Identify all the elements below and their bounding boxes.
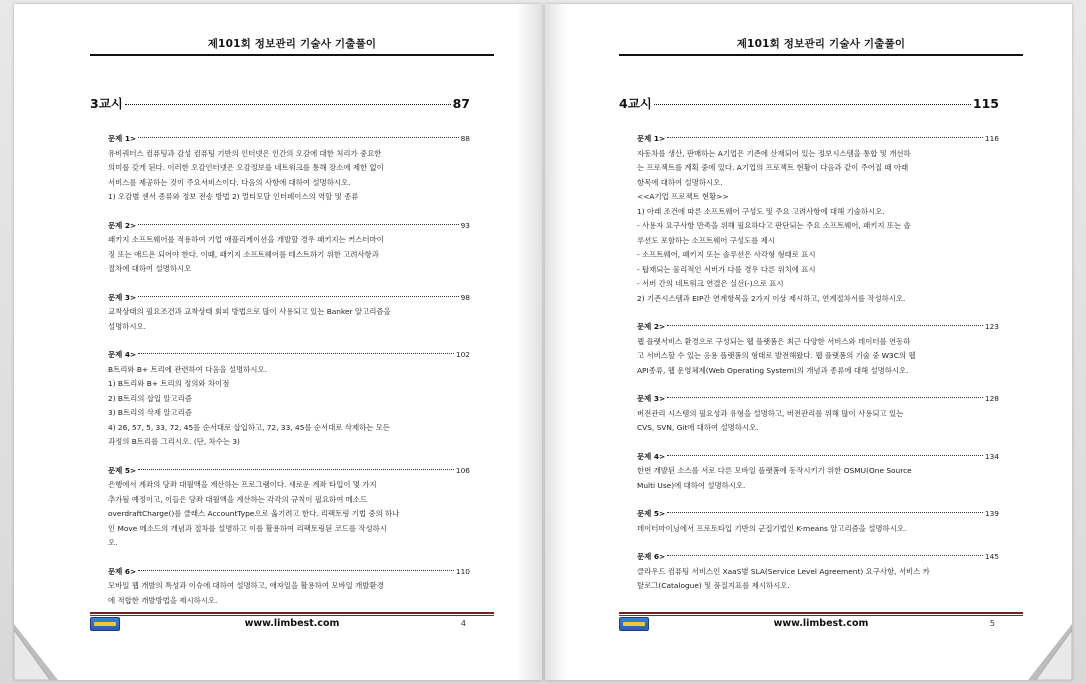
question-page: 102 [455,350,470,359]
question-heading [108,348,470,363]
header-rule [619,54,1023,56]
question-list [108,132,470,622]
dot-leader [667,397,983,398]
question-text-line: 1) 아래 조건에 따른 소프트웨어 구성도 및 주요 고려사항에 대해 기술하시오. [637,206,885,216]
toc-leader [125,104,451,105]
question-text-line: 에 적합한 개발방법을 제시하시오. [108,595,218,605]
dot-leader [667,137,983,138]
question-text-line: CVS, SVN, Git에 대하여 설명하시오. [637,423,759,432]
question-text-line: 1) 오감별 센서 종류와 정보 전송 방법 2) 멀티모달 인터페이스의 역할 및 종류 [108,192,359,201]
dot-leader [667,512,983,513]
question-page: 116 [984,134,999,143]
question-page: 106 [455,465,470,475]
question-heading [108,291,470,306]
question-label: 문제 2> [108,220,137,230]
dot-leader [138,296,458,297]
question-text-line: 한번 개발된 소스를 서로 다른 모바일 플랫폼에 동작시키기 위한 OSMU(One Source [637,466,912,475]
question-item [108,348,470,450]
question-label: 문제 1> [108,134,137,143]
footer-rule [619,612,1023,614]
dot-leader [138,137,458,138]
question-text-line: 은행에서 계좌의 당좌 대월액을 계산하는 프로그램이다. 새로운 계좌 타입이 몇 가지 [108,480,377,489]
dot-leader [667,455,983,456]
page-number: 4 [460,619,466,628]
question-text-line: 2) B트리의 삽입 알고리즘 [108,393,192,403]
question-item [108,464,470,551]
question-item [637,320,999,378]
question-text-line: 버전관리 시스템의 필요성과 유형을 설명하고, 버전관리를 위해 많이 사용되고 있는 [637,408,904,418]
toc-title: 3교시 [90,96,123,111]
question-label: 문제 6> [637,552,666,561]
question-text-line: 웹 플랫서비스 환경으로 구성되는 웹 플랫폼은 최근 다양한 서비스와 데이터를 연동하 [637,336,911,346]
question-text-line: 절차에 대하여 설명하시오 [108,264,192,273]
question-text-line: 1) B트리와 B+ 트리의 정의와 차이점 [108,379,230,388]
footer-rule-thin [90,615,494,616]
dot-leader [667,555,983,556]
question-label: 문제 4> [637,451,666,461]
toc-entry [619,94,999,112]
question-text-line: 설명하시오. [108,321,147,331]
question-text-line: API종류, 웹 운영체제(Web Operating System)의 개념과 종류에 대해 설명하시오. [637,365,909,375]
toc-page: 115 [972,96,999,111]
question-text-line: 추가될 예정이고, 이들은 당좌 대월액을 계산하는 각각의 규칙이 필요하여 메소드 [108,494,368,504]
question-label: 문제 1> [637,134,666,143]
question-page: 128 [984,394,999,403]
dot-leader [138,224,458,225]
question-text-line: <<A기업 프로젝트 현황>> [637,192,729,201]
question-text-line: 패키지 소프트웨어를 적용하여 기업 애플리케이션을 개발할 경우 패키지는 커스터마이 [108,235,384,244]
question-label: 문제 2> [637,322,666,331]
question-item [108,291,470,335]
question-label: 문제 3> [108,292,137,302]
question-text-line: 루션도 포함하는 소프트웨어 구성도를 제시 [637,235,775,245]
question-page: 93 [460,220,470,230]
page-header: 제101회 정보관리 기술사 기출풀이 [207,38,377,50]
next-page-curl-icon[interactable] [1028,624,1072,680]
question-page: 134 [984,451,999,461]
question-item [637,550,999,594]
question-text-line: 유비쿼터스 컴퓨팅과 감성 컴퓨팅 기반의 인터넷은 인간의 오감에 대한 처리가 중요한 [108,148,382,158]
question-label: 문제 3> [637,394,666,403]
question-heading [637,550,999,565]
question-text-line: 3) B트리의 삭제 알고리즘 [108,408,192,417]
question-text-line: 과정의 B트리를 그리시오. (단, 차수는 3) [108,437,240,446]
question-text-line: 인 Move 메소드의 개념과 절차를 설명하고 이를 활용하여 리팩토링된 코드를 작성하시 [108,523,387,533]
question-heading [108,565,470,580]
question-text-line: 4) 26, 57, 5, 33, 72, 45를 순서대로 삽입하고, 72, 33, 45를 순서대로 삭제하는 모든 [108,422,390,432]
question-text-line: 클라우드 컴퓨팅 서비스인 XaaS별 SLA(Service Level Agreement) 요구사항, 서비스 카 [637,566,930,576]
header-rule [90,54,494,56]
question-label: 문제 6> [108,566,137,576]
question-text-line: 고 서비스할 수 있는 응용 플랫폼의 형태로 발전해왔다. 웹 플랫폼의 기술 중 W3C의 웹 [637,351,916,360]
question-text-line: 오. [108,538,118,547]
dot-leader [138,353,454,354]
question-text-line: 항목에 대하여 설명하시오. [637,177,723,187]
question-text-line: B트리와 B+ 트리에 관련하여 다음을 설명하시오. [108,364,267,374]
question-heading [637,507,999,522]
footer-site: www.limbest.com [244,618,340,629]
right-page [545,4,1072,680]
question-item [108,132,470,205]
question-label: 문제 5> [108,465,137,475]
question-heading [637,132,999,147]
question-text-line: 탈로그(Catalogue) 및 품질지표를 제시하시오. [637,581,790,590]
question-item [637,392,999,436]
question-item [108,565,470,609]
question-text-line: 징 또는 애드온 되어야 한다. 이때, 패키지 소프트웨어를 테스트하기 위한 고려사항과 [108,249,379,259]
question-item [637,450,999,494]
question-heading [637,392,999,407]
question-page: 145 [984,552,999,561]
toc-entry [90,94,470,112]
question-heading [108,464,470,479]
footer-rule-thin [619,615,1023,616]
question-heading [108,219,470,234]
question-text-line: 교착상태의 필요조건과 교착상태 회피 방법으로 많이 사용되고 있는 Banker 알고리즘을 [108,307,391,316]
dot-leader [667,325,983,326]
question-page: 110 [455,566,470,576]
question-text-line: 자동차를 생산, 판매하는 A기업은 기존에 산재되어 있는 정보시스템을 통합 및 개선하 [637,148,911,158]
question-text-line: - 소프트웨어, 패키지 또는 솔루션은 사각형 형태로 표시 [637,250,816,259]
page-header: 제101회 정보관리 기술사 기출풀이 [736,38,906,50]
dot-leader [138,570,454,571]
question-text-line: Multi Use)에 대하여 설명하시오. [637,480,746,490]
previous-page-curl-icon[interactable] [14,624,58,680]
question-page: 123 [984,322,999,331]
question-page: 88 [460,134,470,143]
question-label: 문제 4> [108,350,137,359]
question-item [637,507,999,536]
question-text-line: 2) 기존시스템과 EIP간 연계항목을 2가지 이상 제시하고, 연계절차서를 작성하시오. [637,293,906,303]
question-page: 139 [984,509,999,518]
question-item [108,219,470,277]
question-text-line: 모바일 웹 개발의 특성과 이슈에 대하여 설명하고, 애자일을 활용하여 모바일 개발환경 [108,581,384,590]
question-text-line: overdraftCharge()를 클래스 AccountType으로 옮기려고 한다. 리팩토링 기법 중의 하나 [108,509,400,518]
toc-leader [654,104,971,105]
toc-title: 4교시 [619,96,652,111]
question-heading [637,450,999,465]
dot-leader [138,469,454,470]
question-heading [108,132,470,147]
question-item [637,132,999,306]
question-list [637,132,999,608]
question-label: 문제 5> [637,509,666,518]
question-text-line: - 탑재되는 물리적인 서버가 다를 경우 다른 위치에 표시 [637,264,816,274]
question-text-line: - 사용자 요구사항 만족을 위해 필요하다고 판단되는 주요 소프트웨어, 패키지 또는 솔 [637,221,911,230]
question-text-line: - 서버 간의 네트워크 연결은 실선(-)으로 표시 [637,279,784,288]
toc-page: 87 [452,96,470,111]
footer-site: www.limbest.com [773,618,869,629]
footer-rule [90,612,494,614]
question-heading [637,320,999,335]
question-text-line: 는 프로젝트를 계획 중에 있다. A기업의 프로젝트 현황이 다음과 같이 주어질 때 아래 [637,163,909,172]
page-number: 5 [989,619,995,628]
question-page: 98 [460,292,470,302]
question-text-line: 데이터마이닝에서 프로토타입 기반의 군집기법인 K-means 알고리즘을 설명하시오. [637,523,907,533]
question-text-line: 의미를 갖게 된다. 이러한 오감인터넷은 오감정보를 네트워크를 통해 장소에 제한 없이 [108,163,384,172]
left-page [14,4,542,680]
question-text-line: 서비스를 제공하는 것이 주요서비스이다. 다음의 사항에 대하여 설명하시오. [108,177,351,187]
